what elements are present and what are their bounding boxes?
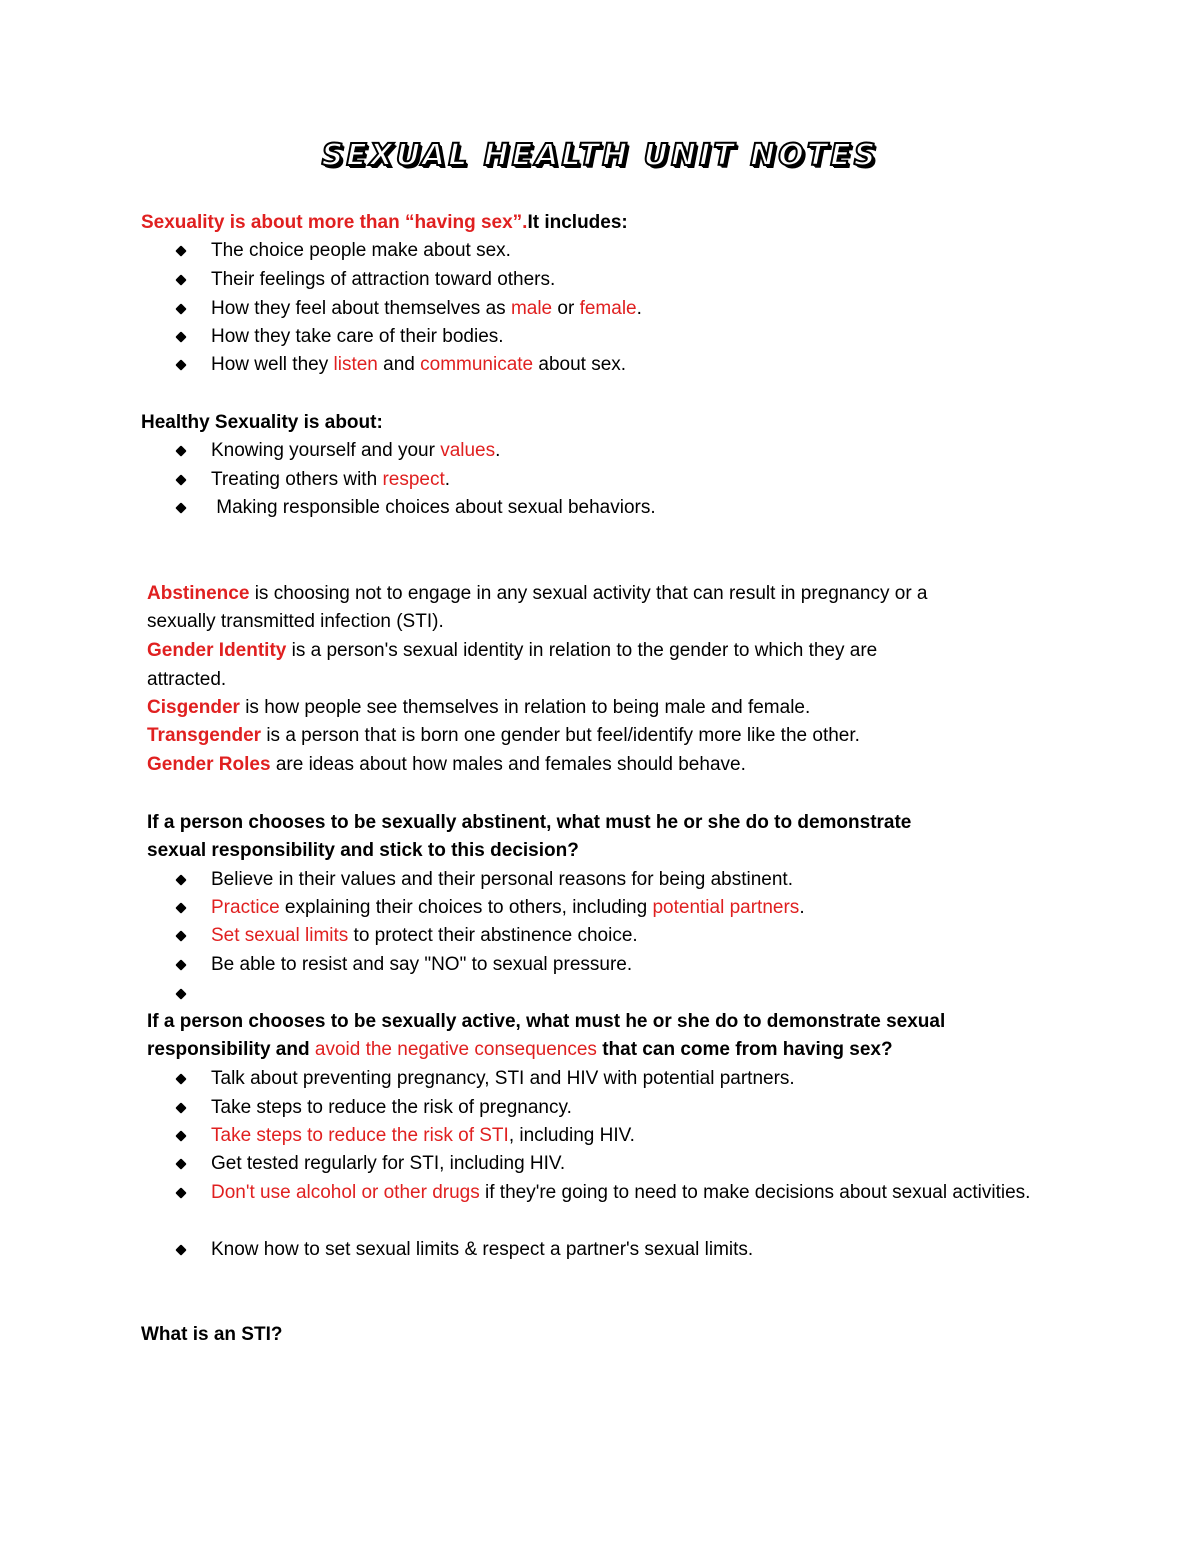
definition-transgender: Transgender is a person that is born one gender but feel/identify more like the other. [147,725,860,746]
question-what-is-sti: What is an STI? [141,1324,283,1345]
diamond-bullet-icon [175,274,186,285]
document-page: SEXUAL HEALTH UNIT NOTES Sexuality is about more than “having sex”.It includes: The choice people make about sex. Their feelings of attraction toward others. How they feel about themselves as male or female. How they take care of their bodies. How well they listen and communicate about sex. Healthy Sexuality is about: Knowing yourself and your values. Treating others with respect. Making responsible choices about sexual behaviors. Abstinence is choosing not to engage in any sexual activity that can result in pregnancy or a sexually transmitted infection (STI). Gender Identity is a person's sexual identity in relation to the gender to which they are attracted. Cisgender is how people see themselves in relation to being male and female. Transgender is a person that is born one gender but feel/identify more like the other. Gender Roles are ideas about how males and females should behave. If a person chooses to be sexually abstinent, what must he or she do to demonstrate sexual responsibility and stick to this decision? Believe in their values and their personal reasons for being abstinent. Practice explaining their choices to others, including potential partners. Set sexual limits to protect their abstinence choice. Be able to resist and say "NO" to sexual pressure. If a person chooses to be sexually active, what must he or she do to demonstrate sexual responsibility and avoid the negative consequences that can come from having sex? Talk about preventing pregnancy, STI and HIV with potential partners. Take steps to reduce the risk of pregnancy. Take steps to reduce the risk of STI, including HIV. Get tested regularly for STI, including HIV. Don't use alcohol or other drugs if they're going to need to make decisions about sexual activities. Know how to set sexual limits & respect a partner's sexual limits. What is an STI? [0,0,1200,1553]
diamond-bullet-icon [175,1187,186,1198]
sexuality-heading-red: Sexuality is about more than “having sex”. [141,212,528,233]
diamond-bullet-icon [175,930,186,941]
diamond-bullet-icon [175,245,186,256]
term-cisgender: Cisgender [147,697,240,718]
question-abstinent-line1: If a person chooses to be sexually abstinent, what must he or she do to demonstrate [147,812,912,833]
term-abstinence: Abstinence [147,583,250,604]
term-gender-roles: Gender Roles [147,754,271,775]
page-title: SEXUAL HEALTH UNIT NOTES [321,138,879,173]
diamond-bullet-icon [175,1158,186,1169]
question-abstinent-line2: sexual responsibility and stick to this decision? [147,840,579,861]
term-gender-identity: Gender Identity [147,640,287,661]
diamond-bullet-icon [175,902,186,913]
diamond-bullet-icon [175,303,186,314]
diamond-bullet-icon [175,474,186,485]
term-transgender: Transgender [147,725,262,746]
question-active-line1: If a person chooses to be sexually active, what must he or she do to demonstrate sexual [147,1011,946,1032]
definition-abstinence: Abstinence is choosing not to engage in any sexual activity that can result in pregnancy or a [147,583,928,604]
diamond-bullet-icon [175,1102,186,1113]
diamond-bullet-icon [175,502,186,513]
sexuality-heading [141,209,628,237]
definition-cisgender: Cisgender is how people see themselves in relation to being male and female. [147,697,811,718]
diamond-bullet-icon [175,874,186,885]
definition-gender-identity-cont: attracted. [147,669,227,690]
diamond-bullet-icon [175,1244,186,1255]
definition-gender-identity: Gender Identity is a person's sexual identity in relation to the gender to which they are [147,640,878,661]
question-active-line2: responsibility and avoid the negative consequences that can come from having sex? [147,1039,893,1060]
diamond-bullet-icon [175,331,186,342]
diamond-bullet-icon [175,959,186,970]
definition-abstinence-cont: sexually transmitted infection (STI). [147,611,444,632]
definition-gender-roles: Gender Roles are ideas about how males and females should behave. [147,754,746,775]
diamond-bullet-icon [175,1130,186,1141]
diamond-bullet-icon [175,988,186,999]
diamond-bullet-icon [175,445,186,456]
healthy-sexuality-heading: Healthy Sexuality is about: [141,412,383,433]
diamond-bullet-icon [175,359,186,370]
sexuality-heading-black: It includes: [527,212,628,233]
diamond-bullet-icon [175,1073,186,1084]
